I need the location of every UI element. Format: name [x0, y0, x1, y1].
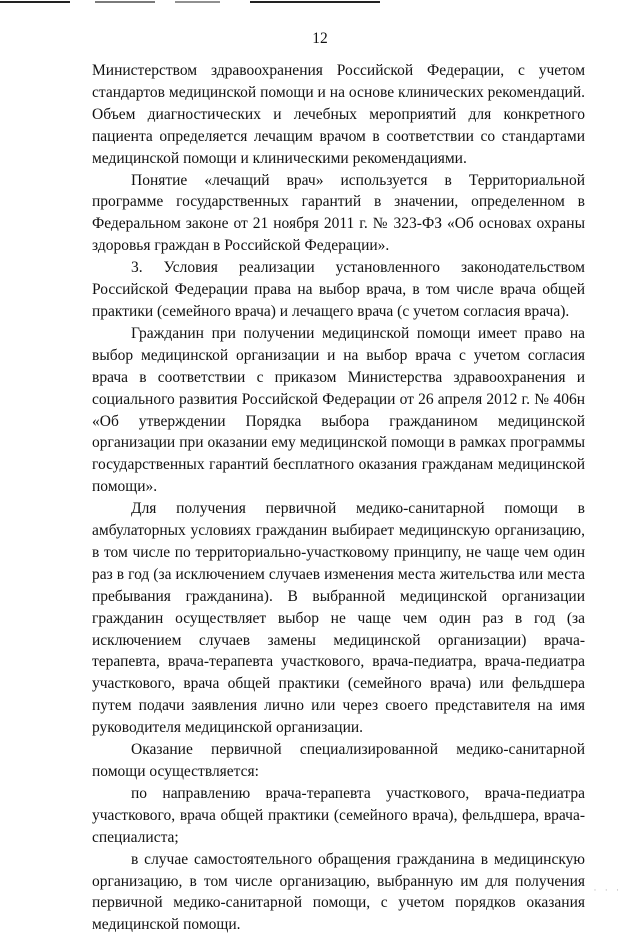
scan-corner-artifact: · · · [593, 885, 622, 895]
scan-edge-artifact [0, 0, 640, 6]
paragraph: Понятие «лечащий врач» используется в Территориальной программе государственных гарантий в значении, определенном в Федеральном законе от 21 ноября 2011 г. № 323-ФЗ «Об основах охраны здоровья граждан в Российской Федерации». [92, 171, 585, 255]
paragraph: Министерством здравоохранения Российской Федерации, с учетом стандартов медицинской помощи и на основе клинических рекомендаций. Объем диагностических и лечебных мероприятий для конкретного пациента определяется лечащим врачом в соответствии со стандартами медицинской помощи и клиническими рекомендациями. [92, 62, 585, 167]
page-number: 12 [312, 30, 328, 47]
paragraph: Гражданин при получении медицинской помощи имеет право на выбор медицинской организации и на выбор врача с учетом согласия врача в соответствии с приказом Министерства здравоохранения и социального развития Российской Федерации от 26 апреля 2012 г. № 406н «Об утверждении Порядка выбора гражданином медицинской организации при оказании ему медицинской помощи в рамках программы государственных гарантий бесплатного оказания гражданам медицинской помощи». [92, 324, 585, 496]
list-item: в случае самостоятельного обращения гражданина в медицинскую организацию, в том числе организацию, выбранную им для получения первичной медико-санитарной помощи, с учетом порядков оказания медицинской помощи. [92, 850, 585, 934]
document-body [92, 60, 585, 936]
list-item: по направлению врача-терапевта участкового, врача-педиатра участкового, врача общей практики (семейного врача), фельдшера, врача-специалиста; [92, 784, 585, 846]
section-heading-paragraph: 3. Условия реализации установленного законодательством Российской Федерации права на выбор врача, в том числе врача общей практики (семейного врача) и лечащего врача (с учетом согласия врача). [92, 259, 585, 320]
paragraph: Оказание первичной специализированной медико-санитарной помощи осуществляется: [92, 741, 585, 780]
paragraph: Для получения первичной медико-санитарной помощи в амбулаторных условиях гражданин выбирает медицинскую организацию, в том числе по территориально-участковому принципу, не чаще чем один раз в год (за исключением случаев изменения места жительства или места пребывания гражданина). В выбранной медицинской организации гражданин осуществляет выбор не чаще чем один раз в год (за исключением случаев замены медицинской организации) врача-терапевта, врача-терапевта участкового, врача-педиатра, врача-педиатра участкового, врача общей практики (семейного врача) или фельдшера путем подачи заявления лично или через своего представителя на имя руководителя медицинской организации. [92, 500, 585, 737]
